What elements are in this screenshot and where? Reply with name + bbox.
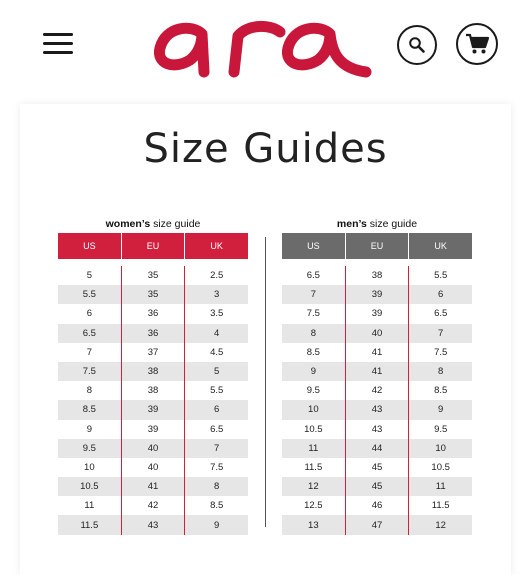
size-cell-us: 9.5 — [306, 385, 320, 397]
table-row — [58, 458, 248, 477]
size-cell-eu: 43 — [345, 420, 409, 439]
size-cell-uk: 2.5 — [184, 266, 248, 285]
size-cell-us: 13 — [308, 519, 319, 531]
mens-title-rest: size guide — [366, 218, 418, 230]
mens-size-rows — [282, 266, 472, 535]
column-header-uk: UK — [408, 233, 472, 259]
size-cell-us: 8.5 — [306, 346, 320, 358]
menu-bar — [43, 33, 73, 36]
size-cell-eu: 41 — [345, 343, 409, 362]
mens-title-bold: men’s — [336, 218, 367, 230]
size-cell-us: 10 — [84, 461, 95, 473]
size-cell-eu: 37 — [121, 343, 185, 362]
table-divider — [265, 237, 266, 527]
size-cell-us: 6.5 — [82, 327, 96, 339]
mens-header-row — [282, 233, 472, 259]
size-cell-eu: 40 — [345, 324, 409, 343]
table-row — [282, 324, 472, 343]
size-cell-uk: 3 — [184, 285, 248, 304]
size-cell-uk: 5 — [184, 362, 248, 381]
size-cell-uk: 10 — [408, 439, 472, 458]
table-row — [282, 304, 472, 323]
table-row — [58, 362, 248, 381]
size-cell-uk: 10.5 — [408, 458, 472, 477]
size-cell-uk: 8 — [184, 477, 248, 496]
size-cell-uk: 4 — [184, 324, 248, 343]
size-cell-us: 7.5 — [82, 366, 96, 378]
size-cell-us: 7.5 — [306, 308, 320, 320]
size-cell-eu: 35 — [121, 285, 185, 304]
womens-size-guide — [58, 218, 248, 535]
search-button[interactable] — [397, 25, 437, 65]
size-cell-us: 12 — [308, 481, 319, 493]
size-cell-uk: 8.5 — [408, 381, 472, 400]
table-row — [58, 304, 248, 323]
size-cell-eu: 39 — [345, 285, 409, 304]
cart-icon — [465, 33, 489, 55]
logo-mark — [152, 10, 378, 82]
size-cell-eu: 38 — [121, 381, 185, 400]
size-cell-eu: 42 — [345, 381, 409, 400]
mens-guide-title — [282, 218, 472, 232]
size-cell-uk: 7 — [184, 439, 248, 458]
table-row — [282, 343, 472, 362]
table-row — [58, 439, 248, 458]
table-row — [58, 400, 248, 419]
size-guide-card — [20, 104, 511, 575]
size-cell-uk: 3.5 — [184, 304, 248, 323]
size-cell-us: 6 — [86, 308, 92, 320]
table-row — [282, 285, 472, 304]
site-header — [0, 0, 531, 92]
size-cell-us: 5 — [86, 270, 92, 282]
size-cell-us: 10 — [308, 404, 319, 416]
size-cell-us: 11.5 — [80, 519, 99, 531]
size-cell-us: 11 — [308, 442, 319, 454]
table-row — [58, 420, 248, 439]
size-cell-uk: 11.5 — [408, 496, 472, 515]
size-cell-us: 8 — [86, 385, 92, 397]
size-cell-uk: 8 — [408, 362, 472, 381]
size-cell-uk: 6.5 — [408, 304, 472, 323]
size-cell-uk: 7.5 — [408, 343, 472, 362]
table-row — [58, 477, 248, 496]
size-cell-uk: 6 — [408, 285, 472, 304]
womens-title-bold: women’s — [105, 218, 151, 230]
size-cell-eu: 35 — [121, 266, 185, 285]
size-cell-eu: 45 — [345, 477, 409, 496]
table-row — [282, 381, 472, 400]
size-cell-uk: 7 — [408, 324, 472, 343]
size-cell-us: 11.5 — [304, 461, 323, 473]
womens-guide-title — [58, 218, 248, 232]
size-cell-us: 9 — [310, 366, 316, 378]
size-cell-uk: 5.5 — [184, 381, 248, 400]
size-cell-eu: 40 — [121, 458, 185, 477]
womens-title-rest: size guide — [150, 218, 201, 230]
size-cell-eu: 39 — [121, 400, 185, 419]
size-cell-uk: 6 — [184, 400, 248, 419]
size-cell-us: 9.5 — [82, 442, 96, 454]
size-cell-eu: 39 — [345, 304, 409, 323]
cart-button[interactable] — [456, 23, 498, 65]
size-cell-eu: 36 — [121, 324, 185, 343]
size-cell-eu: 46 — [345, 496, 409, 515]
column-header-eu: EU — [121, 233, 185, 259]
size-cell-uk: 9.5 — [408, 420, 472, 439]
size-cell-eu: 43 — [345, 400, 409, 419]
size-cell-uk: 7.5 — [184, 458, 248, 477]
column-header-us: US — [307, 241, 320, 251]
size-cell-eu: 42 — [121, 496, 185, 515]
table-row — [58, 515, 248, 534]
size-cell-eu: 38 — [121, 362, 185, 381]
size-cell-us: 10.5 — [80, 481, 99, 493]
table-row — [58, 285, 248, 304]
table-row — [282, 400, 472, 419]
table-row — [282, 458, 472, 477]
ara-logo[interactable] — [152, 10, 378, 82]
table-row — [58, 266, 248, 285]
size-cell-us: 7 — [86, 346, 92, 358]
table-row — [58, 496, 248, 515]
size-cell-uk: 8.5 — [184, 496, 248, 515]
size-cell-us: 5.5 — [82, 289, 96, 301]
size-cell-uk: 5.5 — [408, 266, 472, 285]
size-cell-us: 8.5 — [82, 404, 96, 416]
column-header-eu: EU — [345, 233, 409, 259]
size-cell-uk: 12 — [408, 515, 472, 534]
size-cell-eu: 45 — [345, 458, 409, 477]
size-cell-eu: 47 — [345, 515, 409, 534]
womens-size-rows — [58, 266, 248, 535]
size-cell-uk: 4.5 — [184, 343, 248, 362]
size-cell-uk: 11 — [408, 477, 472, 496]
table-row — [58, 343, 248, 362]
menu-bar — [43, 51, 73, 54]
womens-header-row — [58, 233, 248, 259]
size-cell-us: 8 — [310, 327, 316, 339]
size-cell-us: 7 — [310, 289, 316, 301]
table-row — [58, 381, 248, 400]
size-cell-us: 10.5 — [304, 423, 323, 435]
search-icon — [408, 36, 426, 54]
size-cell-us: 12.5 — [304, 500, 323, 512]
size-cell-eu: 36 — [121, 304, 185, 323]
size-cell-eu: 41 — [345, 362, 409, 381]
page-title: Size Guides — [143, 126, 388, 172]
menu-bar — [43, 42, 73, 45]
table-row — [282, 439, 472, 458]
table-row — [282, 420, 472, 439]
table-row — [282, 477, 472, 496]
size-cell-eu: 41 — [121, 477, 185, 496]
size-cell-uk: 9 — [408, 400, 472, 419]
size-cell-uk: 9 — [184, 515, 248, 534]
table-row — [282, 266, 472, 285]
table-row — [282, 496, 472, 515]
column-header-us: US — [83, 241, 96, 251]
size-cell-us: 11 — [84, 500, 95, 512]
size-cell-eu: 43 — [121, 515, 185, 534]
table-row — [282, 515, 472, 534]
column-header-uk: UK — [184, 233, 248, 259]
table-row — [282, 362, 472, 381]
size-cell-eu: 40 — [121, 439, 185, 458]
table-row — [58, 324, 248, 343]
menu-icon[interactable] — [40, 30, 76, 58]
size-cell-eu: 44 — [345, 439, 409, 458]
mens-size-guide — [282, 218, 472, 535]
size-cell-eu: 39 — [121, 420, 185, 439]
size-cell-us: 6.5 — [306, 270, 320, 282]
size-cell-uk: 6.5 — [184, 420, 248, 439]
size-cell-eu: 38 — [345, 266, 409, 285]
size-cell-us: 9 — [86, 423, 92, 435]
